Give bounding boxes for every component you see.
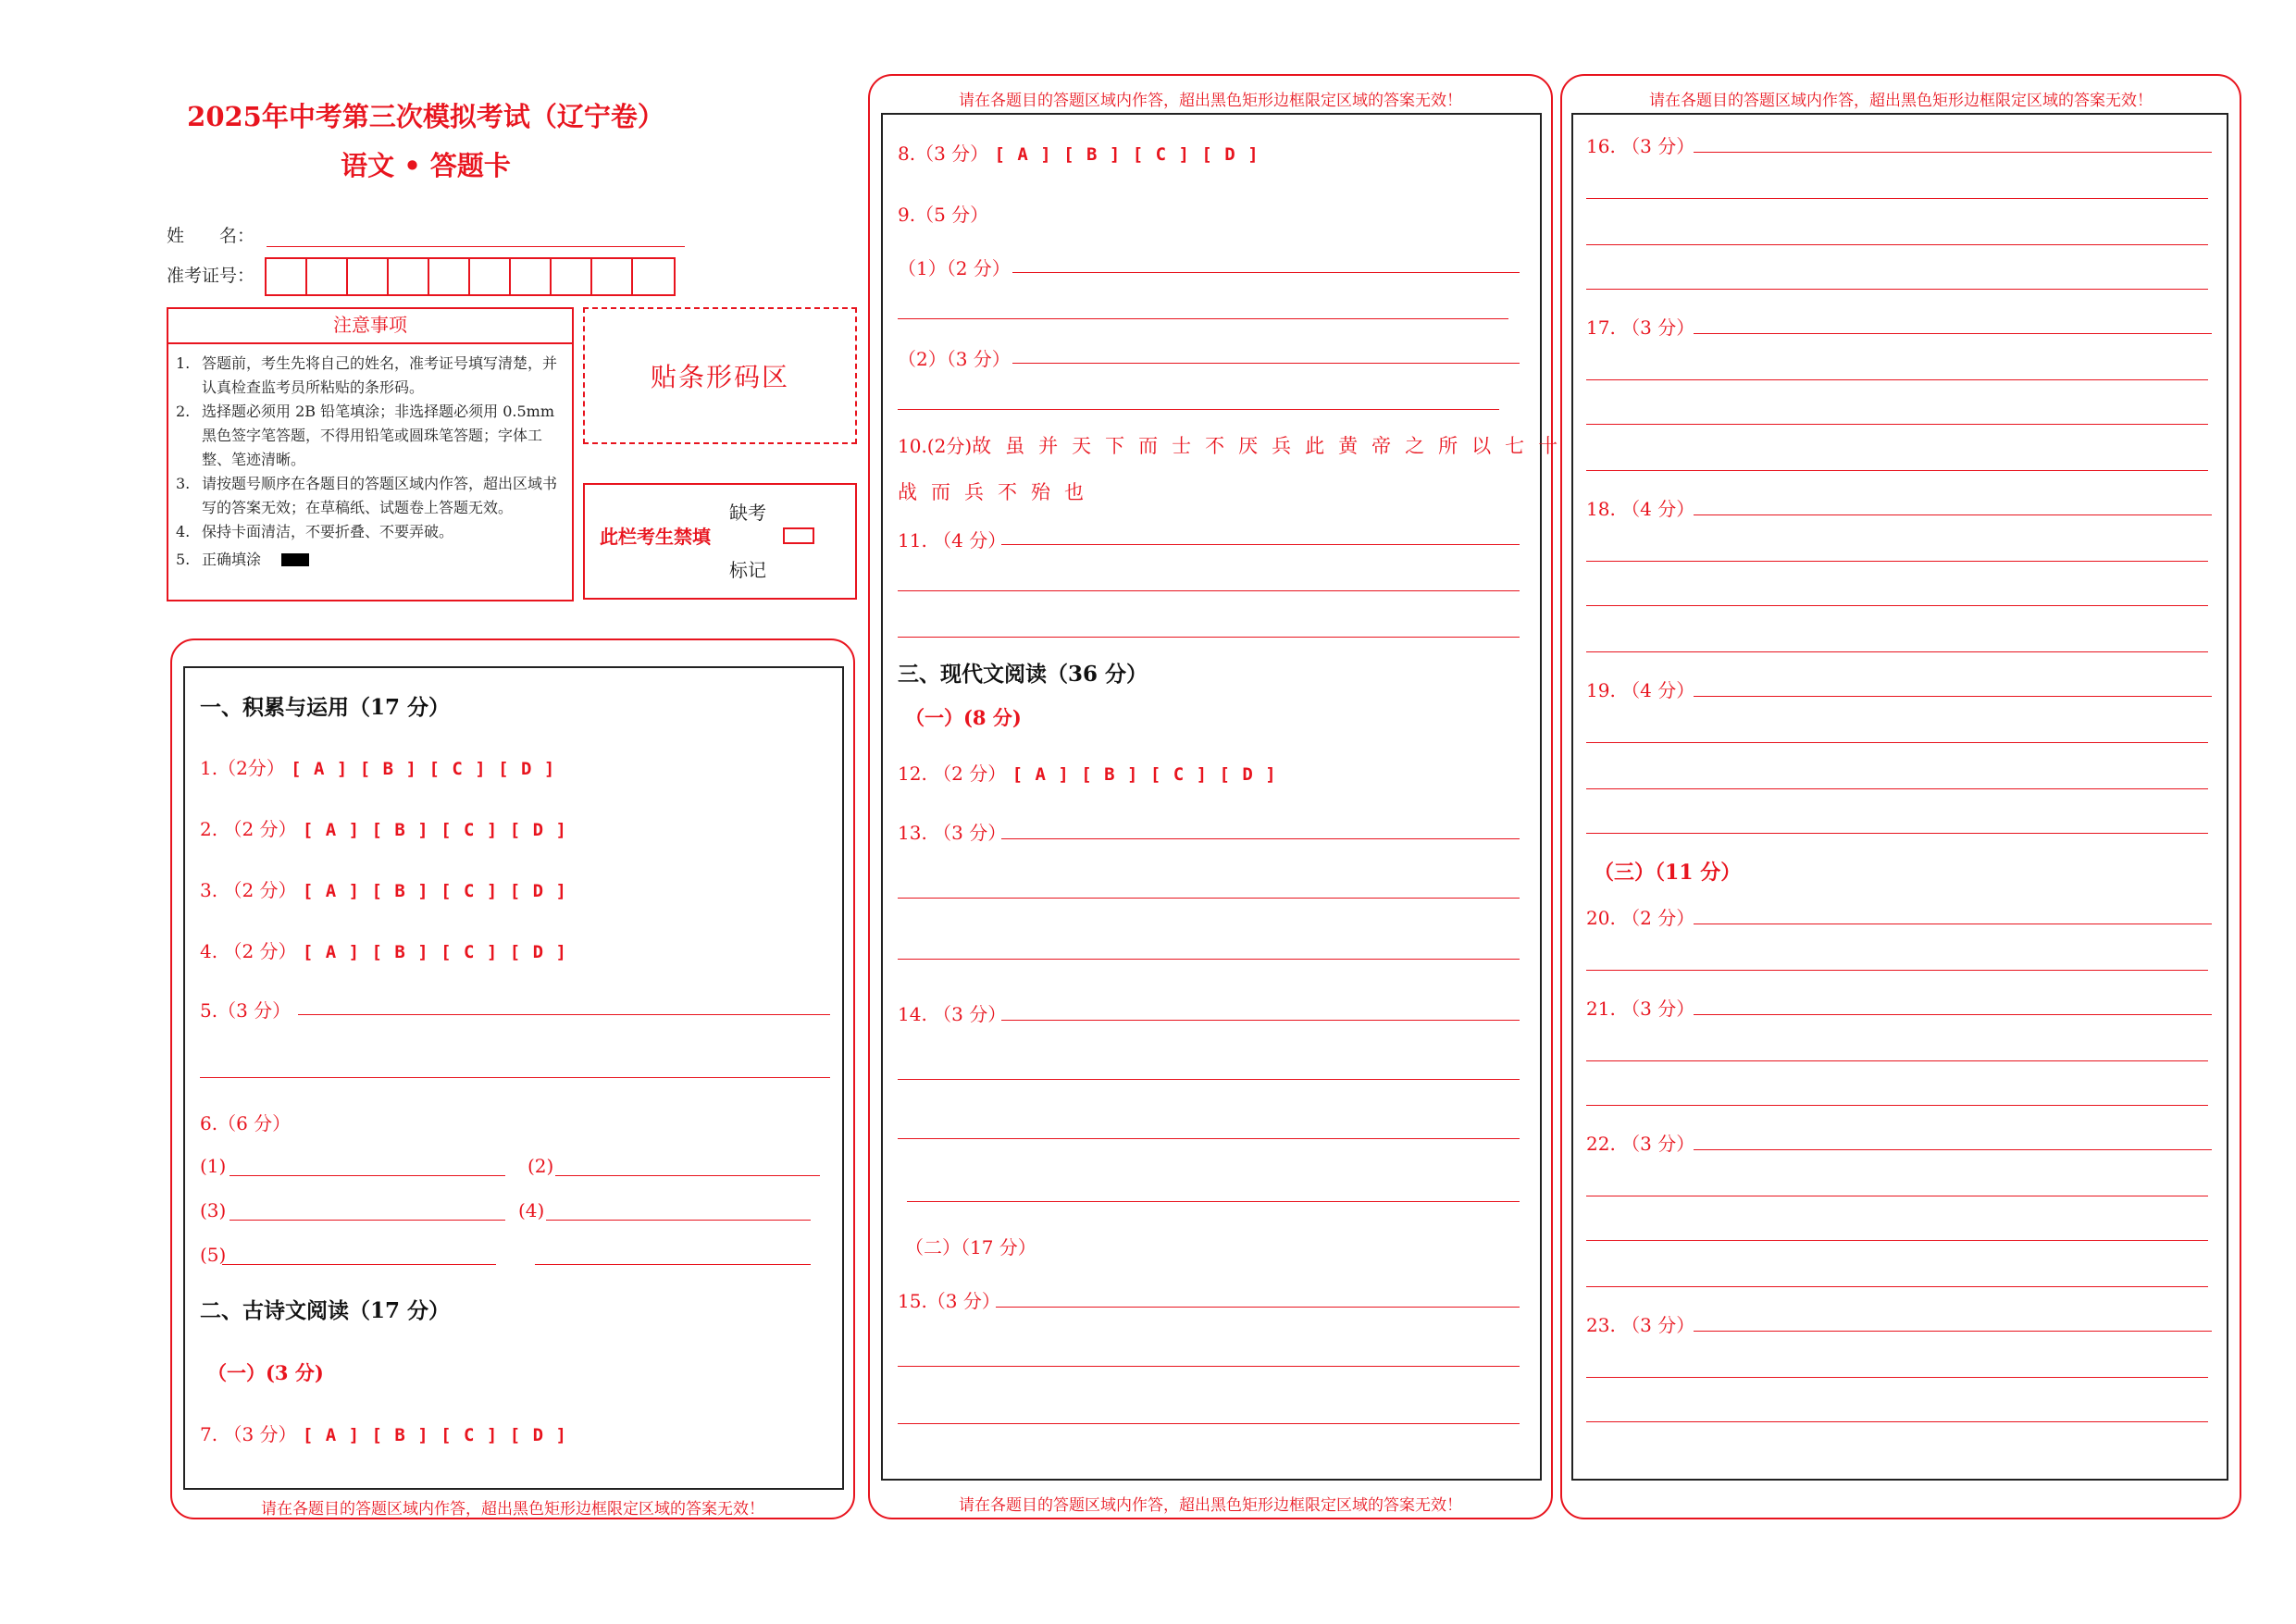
id-label: 准考证号： — [167, 266, 255, 286]
section-1-heading: 一、积累与运用（17 分） — [200, 695, 451, 720]
section-3-part-3: （三）（11 分） — [1594, 861, 1742, 885]
q9-2-answer-line[interactable] — [1012, 363, 1520, 364]
absent-checkbox[interactable] — [783, 527, 814, 544]
q18-answer-line[interactable] — [1586, 651, 2208, 652]
q18-answer-line[interactable] — [1586, 561, 2208, 562]
q14-answer-line[interactable] — [898, 1138, 1520, 1139]
q6-blank-1-label: (1) — [200, 1155, 227, 1177]
id-digit-box[interactable] — [511, 259, 552, 294]
q12: 12. （2 分） [ A ] [ B ] [ C ] [ D ] — [898, 762, 1277, 785]
q3-options[interactable]: [ A ] [ B ] [ C ] [ D ] — [302, 881, 567, 901]
absent-forbid-label: 此栏考生禁填 — [600, 526, 711, 548]
q15-answer-line[interactable] — [898, 1366, 1520, 1367]
q22-answer-line[interactable] — [1694, 1149, 2212, 1150]
q13-answer-line[interactable] — [898, 959, 1520, 960]
q13-answer-line[interactable] — [898, 898, 1520, 899]
panel-1-warning: 请在各题目的答题区域内作答，超出黑色矩形边框限定区域的答案无效！ — [261, 1500, 764, 1519]
q7: 7. （3 分） [ A ] [ B ] [ C ] [ D ] — [200, 1423, 567, 1445]
panel-3-top-warning: 请在各题目的答题区域内作答，超出黑色矩形边框限定区域的答案无效！ — [1649, 92, 2153, 110]
q1: 1.（2分） [ A ] [ B ] [ C ] [ D ] — [200, 757, 556, 779]
q17-answer-line[interactable] — [1586, 424, 2208, 425]
section-2-part-1: （一）(3 分) — [207, 1361, 324, 1384]
barcode-area: 贴条形码区 — [583, 307, 857, 444]
q15-answer-line[interactable] — [996, 1307, 1520, 1308]
q5-answer-line[interactable] — [298, 1014, 830, 1015]
q5-answer-line[interactable] — [200, 1077, 830, 1078]
q17-label: 17. （3 分） — [1586, 316, 1695, 339]
q13-answer-line[interactable] — [1001, 838, 1520, 839]
q16-label: 16. （3 分） — [1586, 135, 1695, 157]
q11-answer-line[interactable] — [1001, 544, 1520, 545]
q19-answer-line[interactable] — [1694, 696, 2212, 697]
q15-label: 15.（3 分） — [898, 1290, 1000, 1312]
q23-answer-line[interactable] — [1694, 1331, 2212, 1332]
q21-answer-line[interactable] — [1586, 1105, 2208, 1106]
q4-options[interactable]: [ A ] [ B ] [ C ] [ D ] — [302, 942, 567, 962]
q11-answer-line[interactable] — [898, 590, 1520, 591]
q22-answer-line[interactable] — [1586, 1240, 2208, 1241]
q20-answer-line[interactable] — [1586, 970, 2208, 971]
q6-blank-5-label: (5) — [200, 1244, 227, 1266]
q8-options[interactable]: [ A ] [ B ] [ C ] [ D ] — [994, 144, 1260, 165]
q14-answer-line[interactable] — [898, 1079, 1520, 1080]
section-3-part-2: （二）（17 分） — [905, 1236, 1036, 1258]
q17-answer-line[interactable] — [1586, 379, 2208, 380]
q6-blank-3-label: (3) — [200, 1199, 227, 1221]
q14-label: 14. （3 分） — [898, 1003, 1007, 1025]
q10-sentence-line-2[interactable]: 战而兵不殆也 — [898, 481, 1098, 503]
q23-answer-line[interactable] — [1586, 1377, 2208, 1378]
q2: 2. （2 分） [ A ] [ B ] [ C ] [ D ] — [200, 818, 567, 840]
q7-options[interactable]: [ A ] [ B ] [ C ] [ D ] — [302, 1425, 567, 1445]
section-3-heading: 三、现代文阅读（36 分） — [898, 662, 1148, 687]
q16-answer-line[interactable] — [1586, 198, 2208, 199]
q9-2-answer-line[interactable] — [898, 409, 1499, 410]
panel-2-bottom-warning: 请在各题目的答题区域内作答，超出黑色矩形边框限定区域的答案无效！ — [959, 1496, 1462, 1515]
absent-mark-box — [583, 483, 857, 600]
q11-answer-line[interactable] — [898, 637, 1520, 638]
q2-options[interactable]: [ A ] [ B ] [ C ] [ D ] — [302, 820, 567, 840]
q6-blank-6[interactable] — [535, 1264, 811, 1265]
q19-label: 19. （4 分） — [1586, 679, 1695, 701]
id-digit-box[interactable] — [470, 259, 511, 294]
q6-blank-2-label: (2) — [527, 1155, 554, 1177]
notice-item: 2. 选择题必须用 2B 铅笔填涂；非选择题必须用 0.5mm 黑色签字笔答题，不得用铅笔或圆珠笔答题；字体工整、笔迹清晰。 — [176, 403, 554, 468]
q18-answer-line[interactable] — [1586, 605, 2208, 606]
q3: 3. （2 分） [ A ] [ B ] [ C ] [ D ] — [200, 879, 567, 901]
q6-blank-4-label: (4) — [518, 1199, 545, 1221]
q17-answer-line[interactable] — [1694, 333, 2212, 334]
q5-label: 5.（3 分） — [200, 999, 292, 1022]
q19-answer-line[interactable] — [1586, 833, 2208, 834]
q4: 4. （2 分） [ A ] [ B ] [ C ] [ D ] — [200, 940, 567, 962]
q18-label: 18. （4 分） — [1586, 498, 1695, 520]
notice-item: 1. 答题前，考生先将自己的姓名，准考证号填写清楚，并认真检查监考员所粘贴的条形码。 — [176, 354, 558, 396]
q16-answer-line[interactable] — [1586, 289, 2208, 290]
q15-answer-line[interactable] — [898, 1423, 1520, 1424]
q6-blank-4[interactable] — [546, 1220, 811, 1221]
q19-answer-line[interactable] — [1586, 788, 2208, 789]
id-digit-box[interactable] — [429, 259, 470, 294]
q9-1-answer-line[interactable] — [1012, 272, 1520, 273]
id-digit-box[interactable] — [348, 259, 389, 294]
q21-label: 21. （3 分） — [1586, 998, 1695, 1020]
q10-sentence-line-1[interactable]: 故虽并天下而士不厌兵此黄帝之所以七十 — [972, 435, 1572, 457]
q18-answer-line[interactable] — [1694, 514, 2212, 515]
id-digit-box[interactable] — [389, 259, 429, 294]
q10 — [898, 431, 1571, 459]
id-number-boxes[interactable] — [265, 257, 676, 296]
notice-item: 5. 正确填涂 — [176, 548, 563, 572]
id-digit-box[interactable] — [592, 259, 633, 294]
absent-label-top: 缺考 — [729, 502, 766, 524]
name-field[interactable] — [267, 246, 685, 247]
q20-label: 20. （2 分） — [1586, 907, 1695, 929]
notice-item: 3. 请按题号顺序在各题目的答题区域内作答，超出区域书写的答案无效；在草稿纸、试题卷上答题无效。 — [176, 475, 558, 516]
q1-options[interactable]: [ A ] [ B ] [ C ] [ D ] — [291, 759, 556, 779]
name-label: 姓 名： — [167, 226, 255, 246]
q8: 8.（3 分） [ A ] [ B ] [ C ] [ D ] — [898, 143, 1260, 165]
q9-1-answer-line[interactable] — [898, 318, 1508, 319]
section-2-heading: 二、古诗文阅读（17 分） — [200, 1298, 451, 1323]
notice-heading: 注意事项 — [168, 309, 572, 344]
id-digit-box[interactable] — [267, 259, 307, 294]
exam-title: 2025年中考第三次模拟考试（辽宁卷） — [187, 101, 664, 132]
q23-answer-line[interactable] — [1586, 1421, 2208, 1422]
q12-options[interactable]: [ A ] [ B ] [ C ] [ D ] — [1011, 764, 1277, 785]
absent-label-bottom: 标记 — [729, 559, 766, 581]
q6-blank-5[interactable] — [222, 1264, 496, 1265]
q16-answer-line[interactable] — [1694, 152, 2212, 153]
q22-label: 22. （3 分） — [1586, 1133, 1695, 1155]
notice-box — [167, 307, 574, 601]
panel-2-top-warning: 请在各题目的答题区域内作答，超出黑色矩形边框限定区域的答案无效！ — [959, 92, 1462, 110]
q11-label: 11. （4 分） — [898, 529, 1007, 552]
q19-answer-line[interactable] — [1586, 742, 2208, 743]
q9-1-label: （1）（2 分） — [898, 257, 1011, 279]
q16-answer-line[interactable] — [1586, 244, 2208, 245]
filled-mark-sample — [281, 553, 309, 566]
q22-answer-line[interactable] — [1586, 1286, 2208, 1287]
id-digit-box[interactable] — [552, 259, 592, 294]
q9-label: 9.（5 分） — [898, 204, 989, 226]
q9-2-label: （2）（3 分） — [898, 348, 1011, 370]
notice-item: 4. 保持卡面清洁，不要折叠、不要弄破。 — [176, 523, 454, 540]
id-digit-box[interactable] — [307, 259, 348, 294]
section-3-part-1: （一）(8 分) — [905, 706, 1022, 729]
q21-answer-line[interactable] — [1694, 1014, 2212, 1015]
q6-label: 6.（6 分） — [200, 1112, 292, 1134]
q6-blank-1[interactable] — [230, 1175, 505, 1176]
q13-label: 13. （3 分） — [898, 822, 1007, 844]
id-digit-box[interactable] — [633, 259, 674, 294]
q23-label: 23. （3 分） — [1586, 1314, 1695, 1336]
q6-blank-3[interactable] — [230, 1220, 505, 1221]
q14-answer-line[interactable] — [907, 1201, 1520, 1202]
q21-answer-line[interactable] — [1586, 1060, 2208, 1061]
q17-answer-line[interactable] — [1586, 470, 2208, 471]
card-subtitle: 语文 • 答题卡 — [341, 150, 511, 181]
q10-label: 10.(2分) — [898, 435, 973, 457]
q14-answer-line[interactable] — [1001, 1020, 1520, 1021]
q6-blank-2[interactable] — [555, 1175, 820, 1176]
